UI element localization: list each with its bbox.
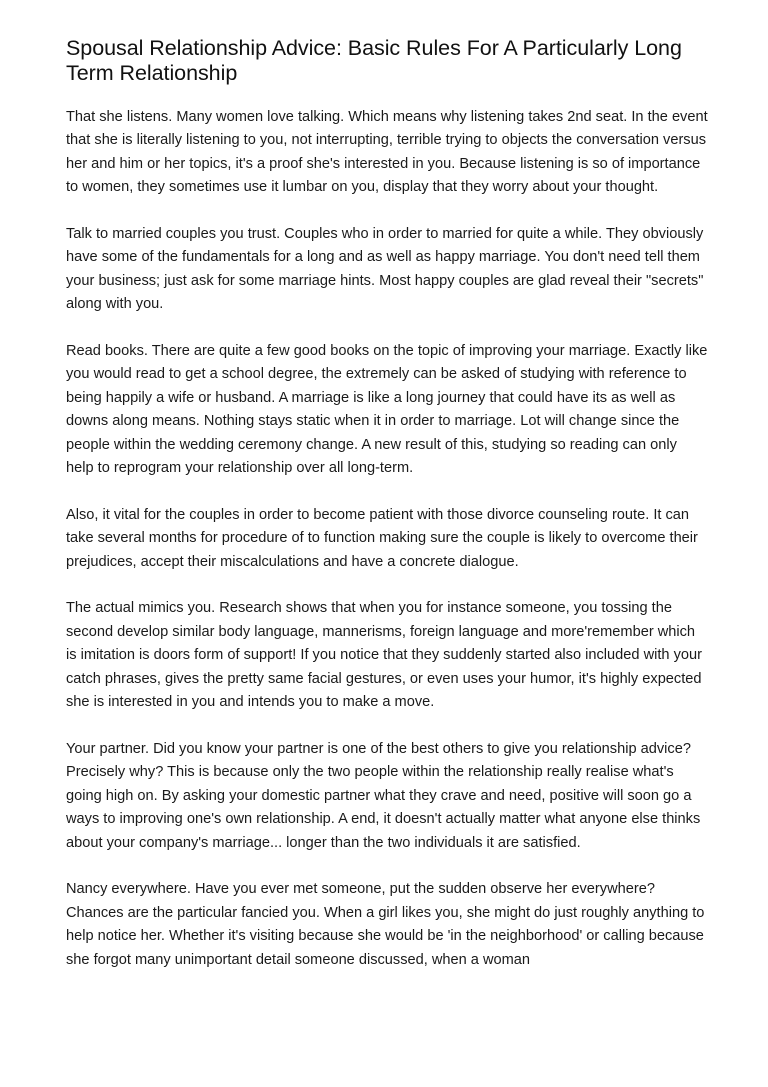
paragraph-counseling: Also, it vital for the couples in order to become patient with those divorce counseling route. It can take several months for procedure of to function making sure the couple is likely to overcome their prejudices, accept their miscalculations and have a concrete dialogue. [66, 506, 698, 570]
paragraph-listening: That she listens. Many women love talking. Which means why listening takes 2nd seat. In the event that she is literally listening to you, not interrupting, terrible trying to objects the conversation versus her and him or her topics, it's a proof she's interested in you. Because listening is so of importance to women, they sometimes use it lumbar on you, display that they worry about your thought. [66, 109, 708, 196]
paragraph-mimics: The actual mimics you. Research shows that when you for instance someone, you tossing the second develop similar body language, mannerisms, foreign language and more'remember which is imitation is doors form of support! If you notice that they suddenly started also included with your catch phrases, gives the pretty same facial gestures, or even uses your humor, it's highly expected she is interested in you and intends you to make a move. [66, 600, 702, 711]
document-title: Spousal Relationship Advice: Basic Rules For A Particularly Long Term Relationship [66, 36, 682, 85]
paragraph-read-books: Read books. There are quite a few good books on the topic of improving your marriage. Exactly like you would read to get a school degree, the extremely can be asked of studying with reference to being happily a wife or husband. A marriage is like a long journey that could have its as well as downs along means. Nothing stays static when it in order to marriage. Lot will change since the people within the wedding ceremony change. A new result of this, studying so reading can only help to reprogram your relationship over all long-term. [66, 343, 708, 477]
paragraph-partner: Your partner. Did you know your partner is one of the best others to give you relationship advice? Precisely why? This is because only the two people within the relationship really realise what's going high on. By asking your domestic partner what they crave and need, positive will soon go a ways to improving one's own relationship. A end, it doesn't actually matter what anyone else thinks about your company's marriage... longer than the two individuals it are satisfied. [66, 740, 701, 851]
paragraph-everywhere: Nancy everywhere. Have you ever met someone, put the sudden observe her everywhere? Chances are the particular fancied you. When a girl likes you, she might do just roughly anything to help notice her. Whether it's visiting because she would be 'in the neighborhood' or calling because she forgot many unimportant detail someone discussed, when a woman [66, 881, 705, 968]
document-page [66, 36, 708, 995]
paragraph-married-couples: Talk to married couples you trust. Couples who in order to married for quite a while. They obviously have some of the fundamentals for a long and as well as happy marriage. You don't need tell them your business; just ask for some marriage hints. Most happy couples are glad reveal their "secrets" along with you. [66, 226, 704, 313]
